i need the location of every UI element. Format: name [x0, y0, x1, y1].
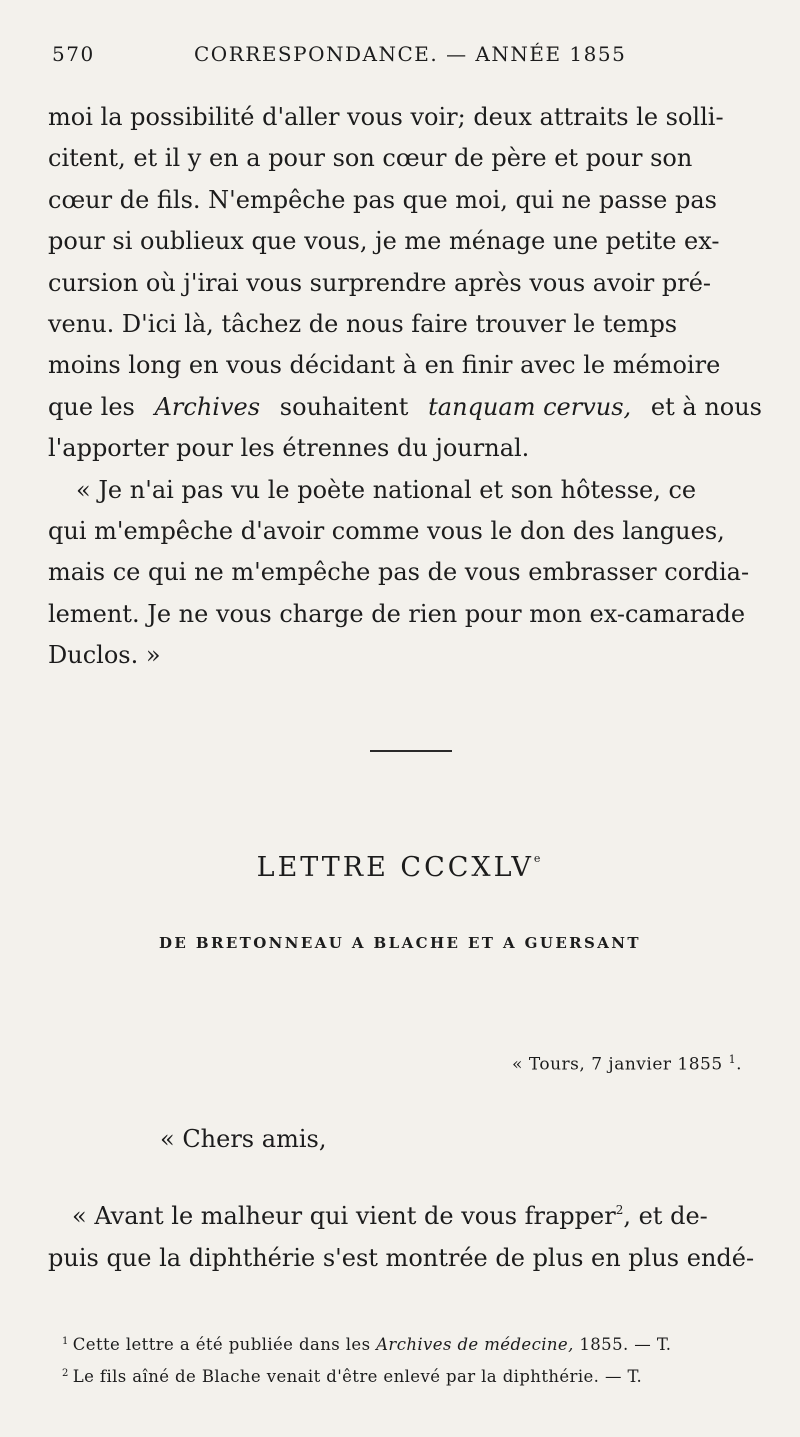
letter-subtitle: DE BRETONNEAU A BLACHE ET A GUERSANT — [159, 934, 641, 952]
italic-text: Archives — [154, 392, 261, 421]
text-line: qui m'empêche d'avoir comme vous le don des langues, — [48, 517, 725, 546]
text-line: « Je n'ai pas vu le poète national et son hôtesse, ce — [76, 475, 697, 504]
text-line: « Avant le malheur qui vient de vous frapper$^2$, et de- — [72, 1202, 708, 1230]
text-line: lement. Je ne vous charge de rien pour mon ex-camarade — [48, 599, 746, 628]
text-line: moi la possibilité d'aller vous voir; deux attraits le solli- — [48, 103, 724, 131]
text-line: puis que la diphthérie s'est montrée de plus en plus endé- — [48, 1243, 755, 1272]
text-line: que les Archives souhaitent tanquam cervus, et à nous — [48, 387, 762, 428]
italic-text: tanquam cervus, — [428, 392, 632, 421]
section-divider — [370, 750, 452, 752]
footnote-2: $^2$ Le fils aîné de Blache venait d'être enlevé par la diphthérie. — T. — [62, 1367, 643, 1386]
running-title: CORRESPONDANCE. — ANNÉE 1855 — [194, 42, 627, 66]
text-line: cursion où j'irai vous surprendre après vous avoir pré- — [48, 268, 711, 297]
footnote-ref: 1 — [728, 1053, 737, 1066]
text-line: Duclos. » — [48, 641, 161, 670]
text-line: citent, et il y en a pour son cœur de père et pour son — [48, 144, 693, 173]
text-line: pour si oublieux que vous, je me ménage une petite ex- — [48, 227, 720, 256]
salutation: « Chers amis, — [160, 1125, 327, 1153]
text-line: l'apporter pour les étrennes du journal. — [48, 434, 530, 463]
text-line: venu. D'ici là, tâchez de nous faire trouver le temps — [48, 310, 678, 339]
letter-title: LETTRE CCCXLVe — [256, 852, 544, 883]
letter-body — [48, 1190, 762, 1279]
text-line: moins long en vous décidant à en finir avec le mémoire — [48, 351, 721, 380]
footnote-ref: 2 — [615, 1203, 624, 1217]
dateline: « Tours, 7 janvier 1855 $^1$. — [512, 1053, 742, 1075]
page-number: 570 — [52, 42, 95, 66]
footnotes — [62, 1327, 762, 1391]
text-line: mais ce qui ne m'empêche pas de vous embrasser cordia- — [48, 558, 750, 587]
text-line: cœur de fils. N'empêche pas que moi, qui ne passe pas — [48, 185, 717, 214]
footnote-1: $^1$ Cette lettre a été publiée dans les Archives de médecine, 1855. — T. — [62, 1335, 672, 1354]
running-head — [52, 42, 752, 72]
letter-continuation — [48, 97, 762, 677]
